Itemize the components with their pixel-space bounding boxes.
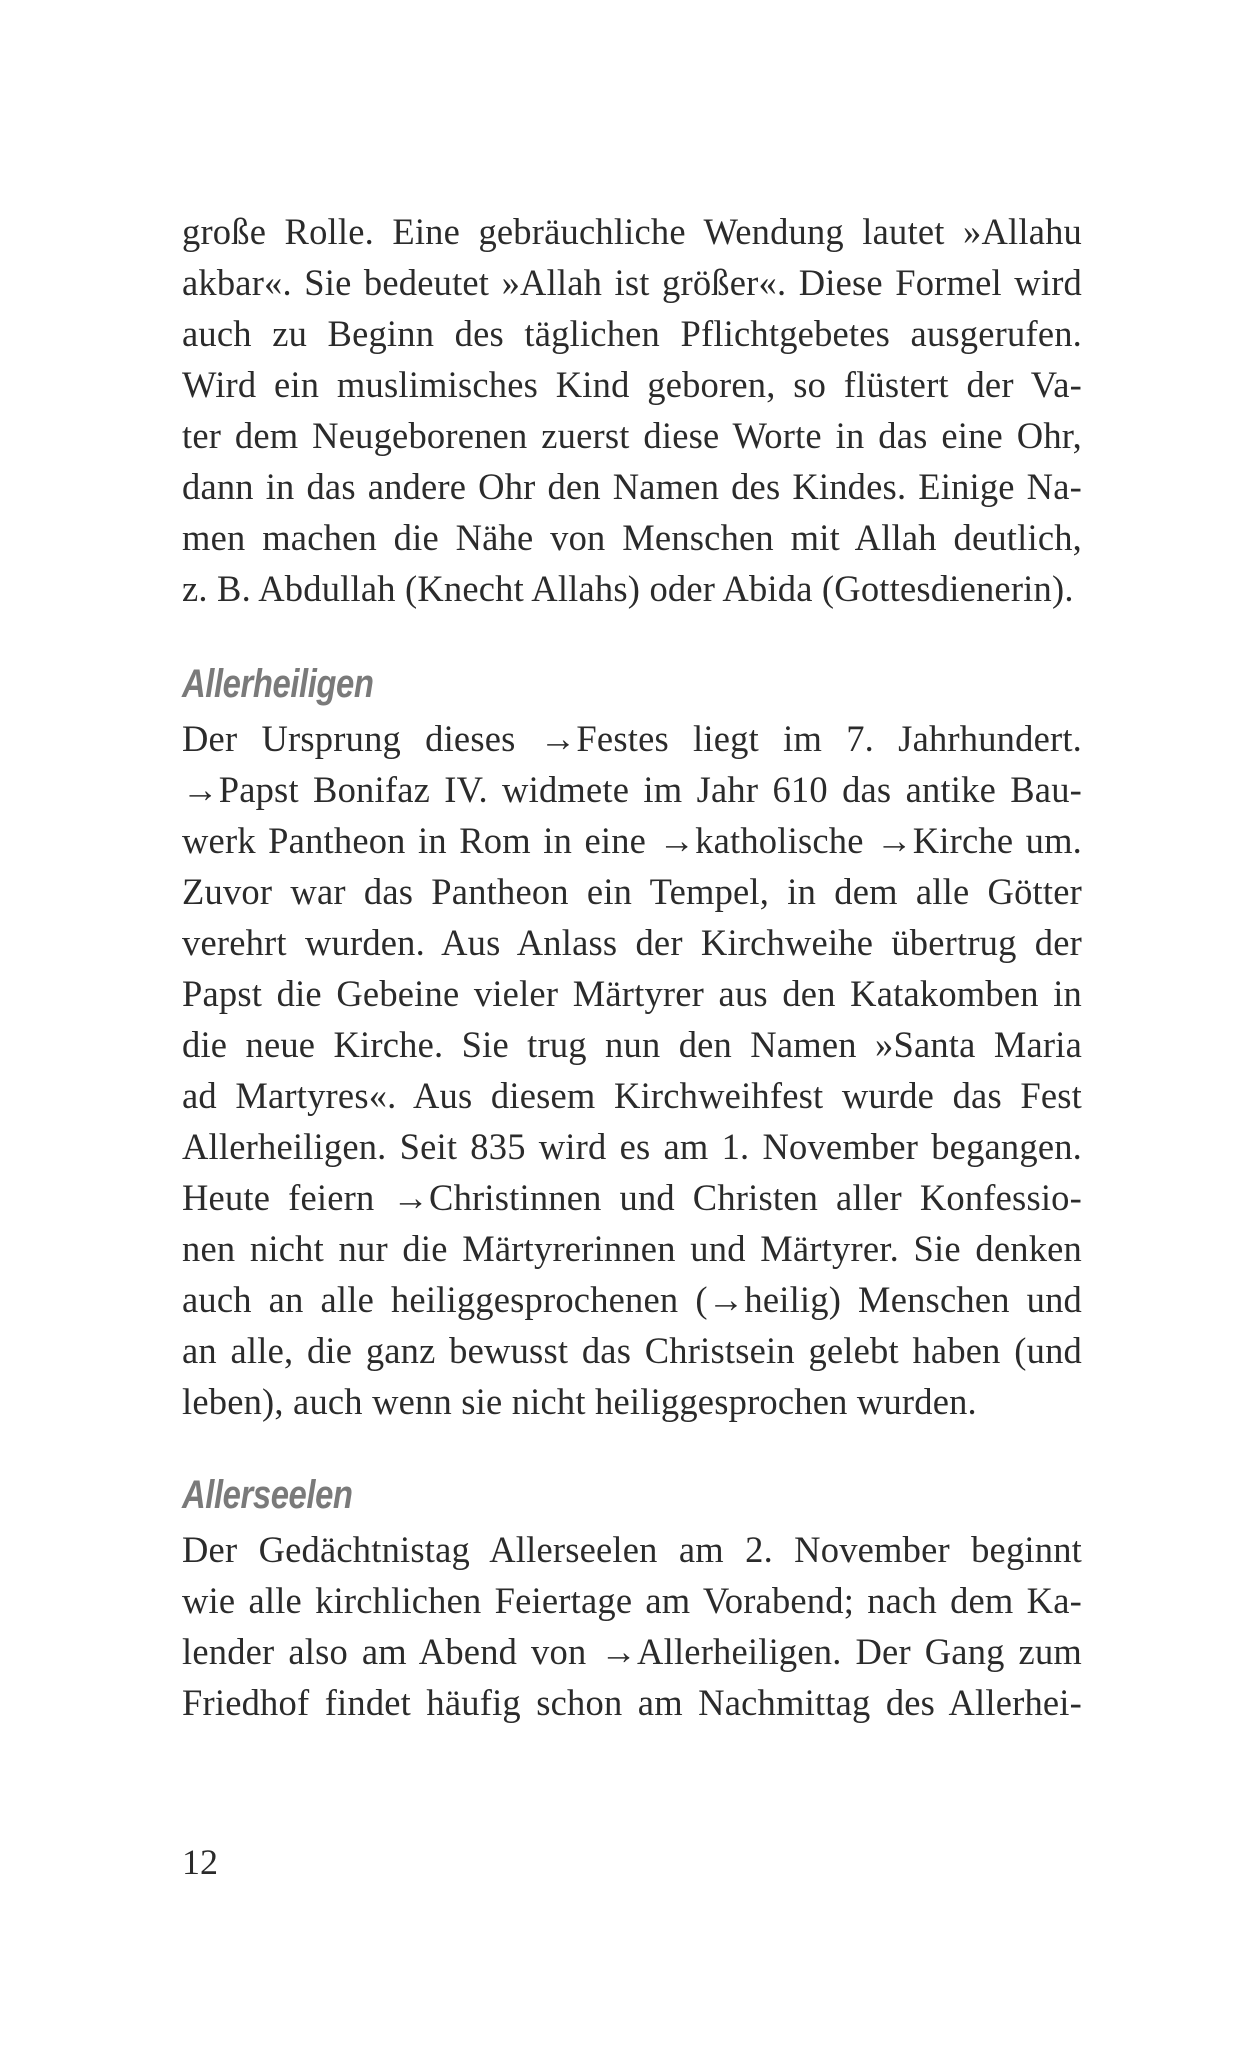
text-line: Der Ursprung dieses →Festes liegt im 7. Jahrhundert. [182, 718, 1082, 759]
text-line: akbar«. Sie bedeutet »Allah ist größer«. Diese Formel wird [182, 262, 1082, 303]
text-line: Heute feiern →Christinnen und Christen aller Konfessio- [182, 1177, 1082, 1218]
text-line: auch zu Beginn des täglichen Pflichtgebetes ausgerufen. [182, 313, 1082, 354]
text-line: Papst die Gebeine vieler Märtyrer aus den Katakomben in [182, 973, 1082, 1014]
text-line: dann in das andere Ohr den Namen des Kindes. Einige Na- [182, 466, 1082, 507]
text-line: nen nicht nur die Märtyrerinnen und Märtyrer. Sie denken [182, 1228, 1082, 1269]
text-line: lender also am Abend von →Allerheiligen. Der Gang zum [182, 1631, 1082, 1672]
allerheiligen-paragraph [182, 713, 1082, 1427]
text-line: Der Gedächtnistag Allerseelen am 2. November beginnt [182, 1529, 1082, 1570]
entry-heading-allerheiligen: Allerheiligen [182, 662, 374, 706]
text-line: ter dem Neugeborenen zuerst diese Worte in das eine Ohr, [182, 415, 1082, 456]
text-line: wie alle kirchlichen Feiertage am Vorabend; nach dem Ka- [182, 1580, 1082, 1621]
text-line: Friedhof findet häufig schon am Nachmittag des Allerhei- [182, 1682, 1082, 1723]
intro-paragraph [182, 206, 1082, 614]
page-number: 12 [182, 1842, 218, 1882]
text-line: verehrt wurden. Aus Anlass der Kirchweihe übertrug der [182, 922, 1082, 963]
text-line: leben), auch wenn sie nicht heiliggesprochen wurden. [182, 1381, 977, 1422]
text-line: ad Martyres«. Aus diesem Kirchweihfest wurde das Fest [182, 1075, 1082, 1116]
text-line: Allerheiligen. Seit 835 wird es am 1. November begangen. [182, 1126, 1082, 1167]
text-line: große Rolle. Eine gebräuchliche Wendung lautet »Allahu [182, 211, 1082, 252]
text-line: →Papst Bonifaz IV. widmete im Jahr 610 das antike Bau- [182, 769, 1082, 810]
text-line: Wird ein muslimisches Kind geboren, so flüstert der Va- [182, 364, 1082, 405]
text-line: Zuvor war das Pantheon ein Tempel, in dem alle Götter [182, 871, 1082, 912]
text-line: men machen die Nähe von Menschen mit Allah deutlich, [182, 517, 1082, 558]
entry-heading-allerseelen: Allerseelen [182, 1473, 353, 1517]
text-line: an alle, die ganz bewusst das Christsein gelebt haben (und [182, 1330, 1082, 1371]
text-line: werk Pantheon in Rom in eine →katholische →Kirche um. [182, 820, 1082, 861]
text-line: die neue Kirche. Sie trug nun den Namen »Santa Maria [182, 1024, 1082, 1065]
text-line: auch an alle heiliggesprochenen (→heilig) Menschen und [182, 1279, 1082, 1320]
text-line: z. B. Abdullah (Knecht Allahs) oder Abida (Gottesdienerin). [182, 568, 1074, 609]
allerseelen-paragraph [182, 1524, 1082, 1728]
